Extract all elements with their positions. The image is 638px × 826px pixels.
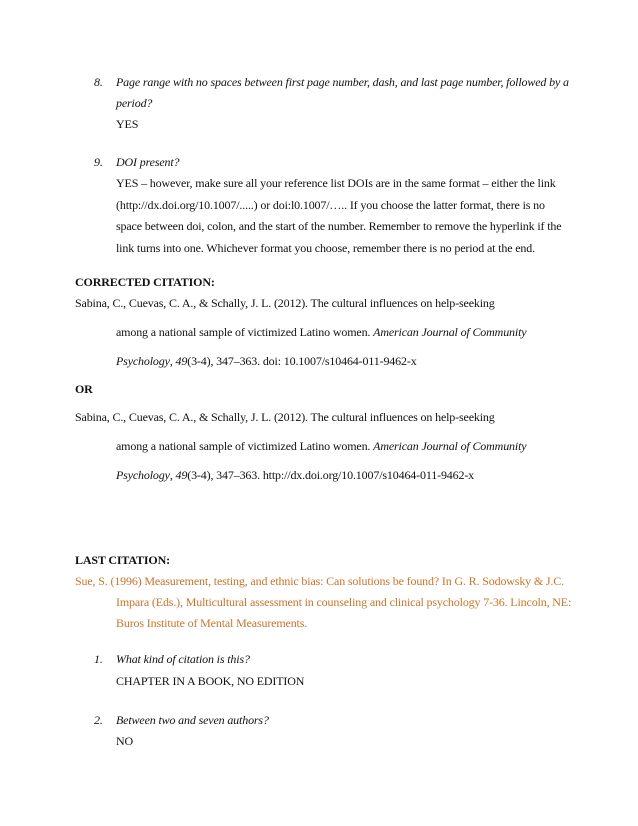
citation-text: , (169, 468, 176, 482)
question-text: Between two and seven authors? (116, 713, 269, 727)
citation-line: Impara (Eds.), Multicultural assessment in counseling and clinical psychology 7-36. Lincoln, NE: (116, 595, 572, 609)
answer-text: CHAPTER IN A BOOK, NO EDITION (116, 674, 305, 688)
volume-number: 49 (175, 468, 188, 482)
journal-title: Psychology (116, 354, 170, 368)
citation-text: among a national sample of victimized Latino women. (116, 439, 374, 453)
citation-line: Sabina, C., Cuevas, C. A., & Schally, J. L. (2012). The cultural influences on help-seeking (75, 296, 495, 310)
section-heading: CORRECTED CITATION: (75, 275, 215, 289)
citation-text: among a national sample of victimized Latino women. (116, 325, 374, 339)
citation-line (116, 353, 417, 369)
citation-line: Buros Institute of Mental Measurements. (116, 616, 308, 630)
question-number: 2. (94, 713, 103, 727)
or-label: OR (75, 382, 93, 396)
question-text: What kind of citation is this? (116, 652, 250, 666)
citation-text: , (169, 354, 176, 368)
citation-line: Sabina, C., Cuevas, C. A., & Schally, J. L. (2012). The cultural influences on help-seeking (75, 410, 495, 424)
question-text: DOI present? (116, 155, 180, 169)
journal-title: American Journal of Community (373, 325, 527, 339)
citation-line (116, 467, 474, 483)
answer-text: (http://dx.doi.org/10.1007/.....) or doi:l0.1007/….. If you choose the latter format, there is no (116, 198, 545, 212)
question-number: 9. (94, 155, 103, 169)
journal-title: Psychology (116, 468, 170, 482)
answer-text: NO (116, 734, 134, 748)
citation-line: Sue, S. (1996) Measurement, testing, and ethnic bias: Can solutions be found? In G. R. Sodowsky & J.C. (75, 574, 564, 588)
question-number: 1. (94, 652, 103, 666)
citation-line (116, 324, 526, 340)
citation-text: (3-4), 347–363. doi: 10.1007/s10464-011-9462-x (187, 354, 417, 368)
citation-line (116, 438, 526, 454)
answer-text: link turns into one. Whichever format you choose, remember there is no period at the end. (116, 241, 535, 255)
citation-text: (3-4), 347–363. http://dx.doi.org/10.1007/s10464-011-9462-x (187, 468, 475, 482)
answer-text: YES – however, make sure all your reference list DOIs are in the same format – either the link (116, 176, 556, 190)
question-number: 8. (94, 75, 103, 89)
section-heading: LAST CITATION: (75, 553, 170, 567)
journal-title: American Journal of Community (373, 439, 527, 453)
question-text: Page range with no spaces between first page number, dash, and last page number, followed by a (116, 75, 569, 89)
volume-number: 49 (175, 354, 188, 368)
answer-text: YES (116, 117, 139, 131)
answer-text: space between doi, colon, and the start of the number. Remember to remove the hyperlink if the (116, 219, 562, 233)
question-text: period? (116, 96, 153, 110)
